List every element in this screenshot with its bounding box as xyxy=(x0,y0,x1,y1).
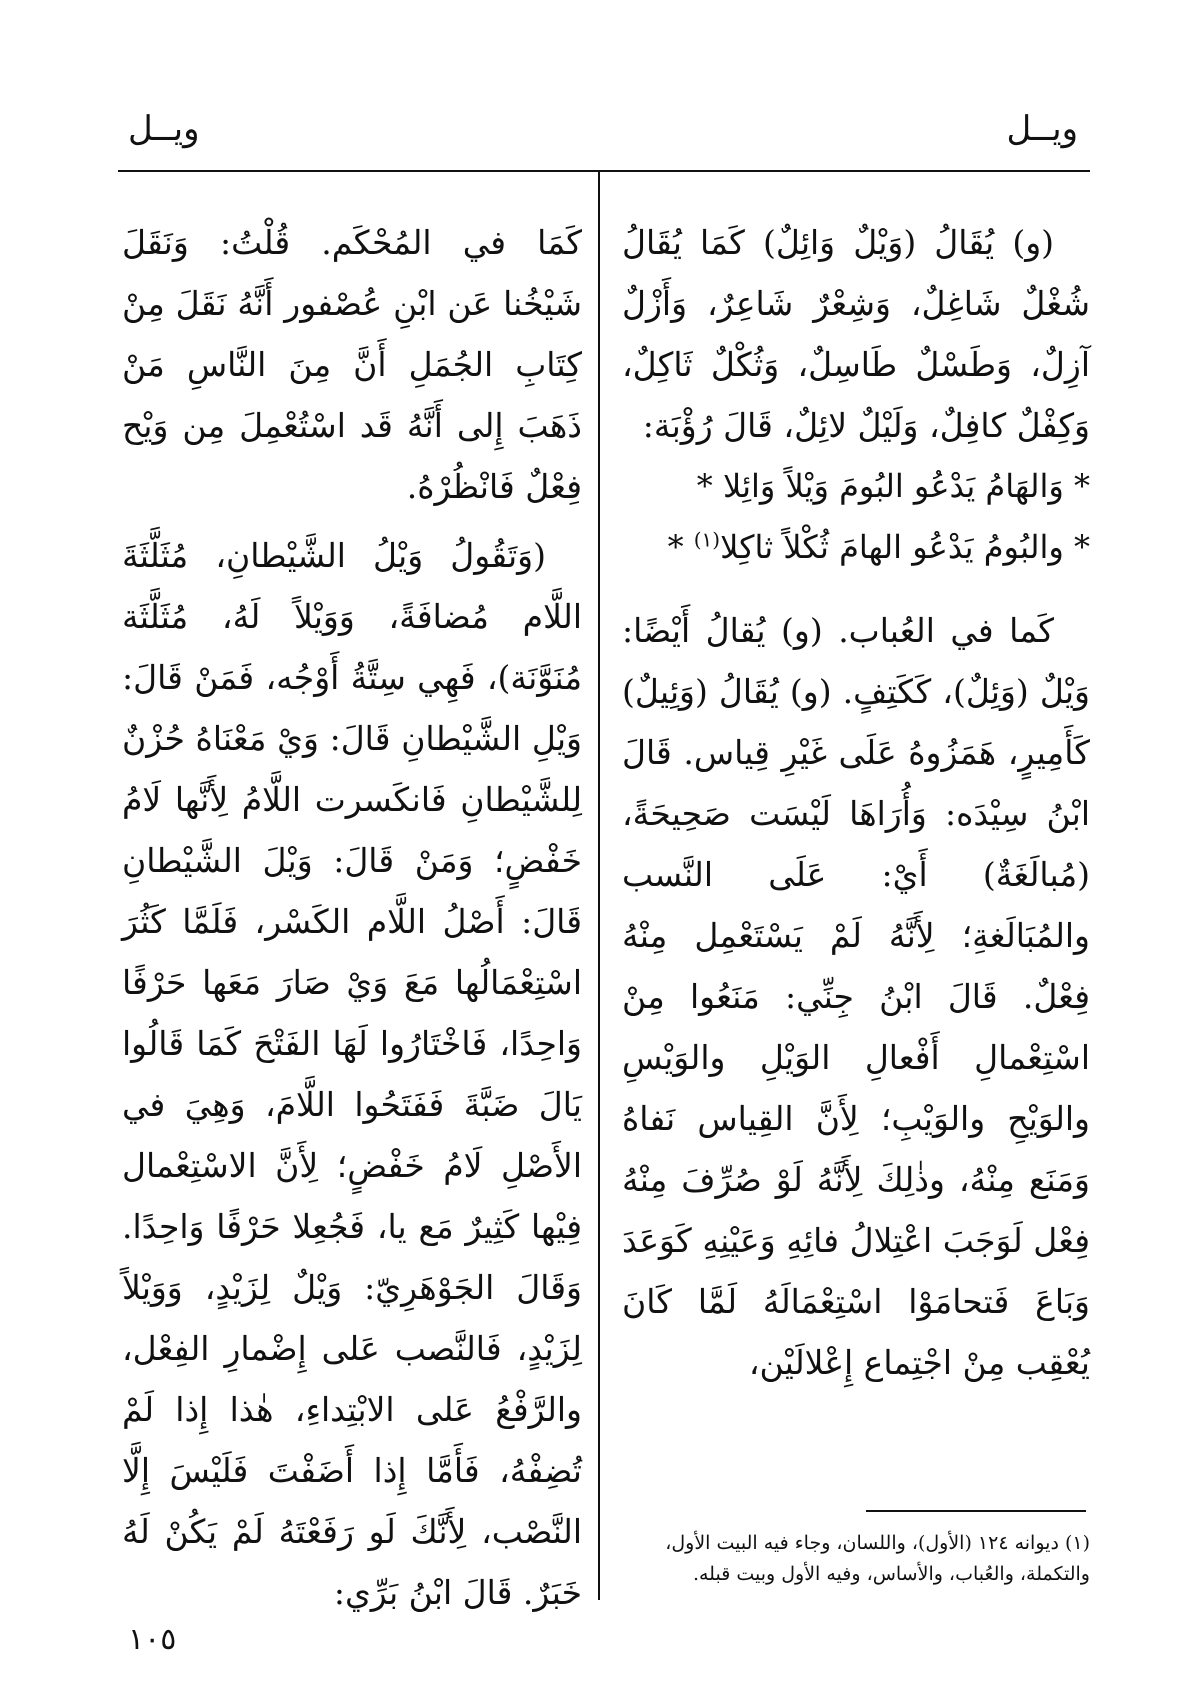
column-divider xyxy=(598,170,600,1600)
running-head-left: ويــل xyxy=(128,109,200,149)
running-head-right: ويــل xyxy=(1006,109,1078,149)
footnote: (١) ديوانه ١٢٤ (الأول)، واللسان، وجاء فيه البيت الأول، والتكملة، والعُباب، والأساس، وفيه الأول وبيت قبله. xyxy=(665,1532,1090,1585)
page-number: ١٠٥ xyxy=(128,1622,177,1657)
right-paragraph-1: (و) يُقَالُ (وَيْلٌ وَائِلٌ) كَمَا يُقَالُ شُغْلٌ شَاغِلٌ، وَشِعْرٌ شَاعِرٌ، وَأَزْلٌ آزِلٌ، وَطَسْلٌ طَاسِلٌ، وَثُكْلٌ ثَاكِلٌ، وَكِفْلٌ كافِلٌ، وَلَيْلٌ لائِلٌ، قَالَ رُؤْبَة: xyxy=(622,223,1090,445)
verse-line-2-end: * xyxy=(667,528,694,566)
verse-line-2 xyxy=(622,517,1090,578)
footnote-reference: (١) xyxy=(693,527,721,552)
right-paragraph-2: كَما في العُباب. (و) يُقالُ أَيْضًا: وَيْلٌ (وَئِلٌ)، كَكَتِفٍ. (و) يُقَالُ (وَئِيلٌ) كَأَمِيرٍ، هَمَزُوهُ عَلَى غَيْرِ قِياس. قَالَ ابْنُ سِيْدَه: وَأُرَاهَا لَيْسَت صَحِيحَةً، (مُبالَغَةٌ) أَيْ: عَلَى النَّسب والمُبَالَغةِ؛ لِأَنَّهُ لَمْ يَسْتَعْمِل مِنْهُ فِعْلٌ. قَالَ ابْنُ جِنِّي: مَنَعُوا مِنْ اسْتِعْمالِ أَفْعالِ الوَيْلِ والوَيْسِ والوَيْحِ والوَيْبِ؛ لِأَنَّ القِياس نَفاهُ وَمَنَع مِنْهُ، وذٰلِكَ لِأَنَّهُ لَوْ صُرِّفَ مِنْهُ فِعْل لَوَجَبَ اعْتِلالُ فائِهِ وَعَيْنِهِ كَوَعَدَ وَبَاعَ فَتحامَوْا اسْتِعْمَالَهُ لَمَّا كَانَ يُعْقِب مِنْ اجْتِماع إِعْلالَيْن، xyxy=(622,611,1090,1382)
left-column xyxy=(122,212,582,1623)
header-rule xyxy=(118,170,1090,172)
right-column xyxy=(622,212,1090,1393)
verse-line-1: * وَالهَامُ يَدْعُو البُومَ وَيْلاً وَائِلا * xyxy=(696,467,1090,505)
verse-line-2-text: * والبُومُ يَدْعُو الهامَ ثُكْلاً ثاكِلا xyxy=(720,528,1090,566)
left-paragraph-1: كَمَا في المُحْكَم. قُلْتُ: وَنَقَلَ شَيْخُنا عَن ابْنِ عُصْفور أَنَّهُ نَقَلَ مِنْ كِتَابِ الجُمَلِ أَنَّ مِنَ النَّاسِ مَنْ ذَهَبَ إِلى أَنَّهُ قَد اسْتُعْمِلَ مِن وَيْح فِعْلٌ فَانْظُرْهُ. xyxy=(122,223,582,506)
footnote-rule xyxy=(866,1510,1086,1512)
verse-spacing xyxy=(622,578,1090,600)
left-paragraph-2: (وَتَقُولُ وَيْلُ الشَّيْطانِ، مُثَلَّثَةَ اللَّام مُضافَةً، وَوَيْلاً لَهُ، مُثَلَّثَة مُنَوَّنَة)، فَهِي سِتَّةُ أَوْجُه، فَمَنْ قَالَ: وَيْلِ الشَّيْطانِ قَالَ: وَيْ مَعْنَاهُ حُزْنٌ لِلشَّيْطانِ فَانكَسرت اللَّامُ لِأَنَّها لَامُ خَفْضٍ؛ وَمَنْ قَالَ: وَيْلَ الشَّيْطانِ قَالَ: أَصْلُ اللَّام الكَسْر، فَلَمَّا كَثُرَ اسْتِعْمَالُها مَعَ وَيْ صَارَ مَعَها حَرْفًا وَاحِدًا، فَاخْتَارُوا لَهَا الفَتْحَ كَمَا قَالُوا يَالَ ضَبَّةَ فَفَتَحُوا اللَّامَ، وَهِيَ في الأَصْلِ لَامُ خَفْضٍ؛ لِأَنَّ الاسْتِعْمال فِيْها كَثِيرٌ مَع يا، فَجُعِلا حَرْفًا وَاحِدًا. وَقَالَ الجَوْهَرِيّ: وَيْلٌ لِزَيْدٍ، وَوَيْلاً لِزَيْدٍ، فَالنَّصب عَلى إِضْمارِ الفِعْل، والرَّفْعُ عَلى الابْتِداءِ، هٰذا إِذا لَمْ تُضِفْهُ، فَأَمَّا إِذا أَضَفْتَ فَلَيْسَ إِلَّا النَّصْب، لِأَنَّكَ لَو رَفَعْتَهُ لَمْ يَكُنْ لَهُ خَبَرٌ. قَالَ ابْنُ بَرِّي: xyxy=(122,536,582,1612)
